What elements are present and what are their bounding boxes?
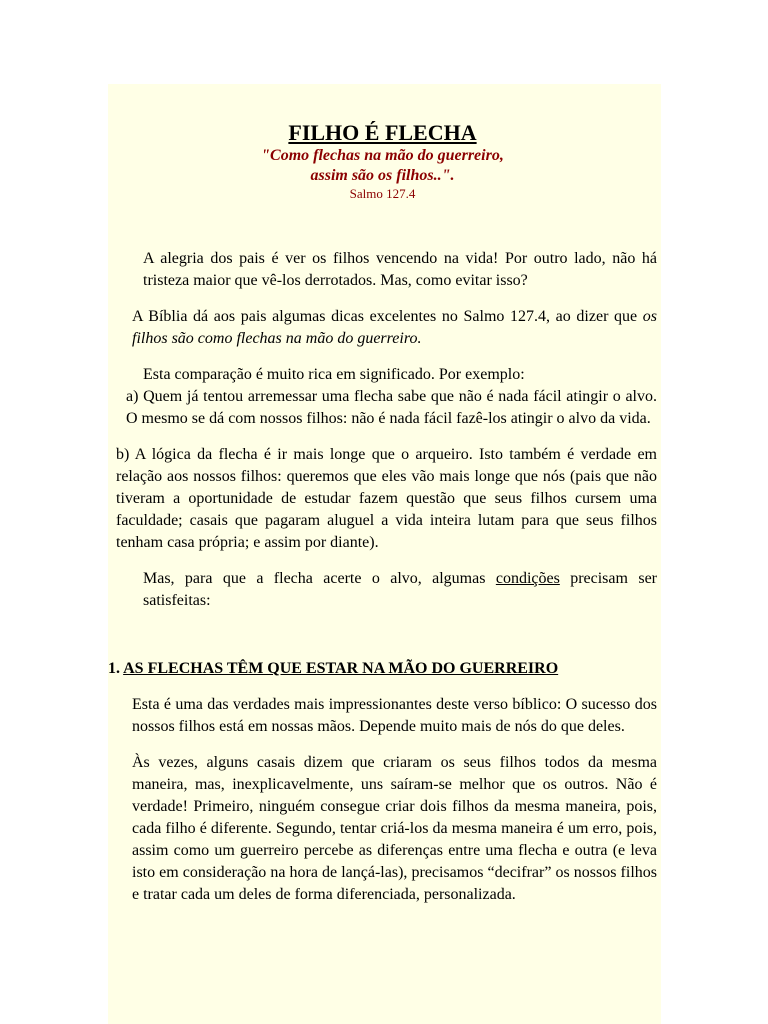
- document-content: [108, 120, 657, 920]
- epigraph-line-1: "Como flechas na mão do guerreiro,: [261, 147, 504, 164]
- conditions-text-end: precisam ser satisfeitas:: [143, 570, 657, 609]
- epigraph-line-2: assim são os filhos..".: [310, 167, 455, 184]
- section-1-number: 1.: [108, 660, 124, 677]
- paragraph-comparison: [108, 364, 657, 430]
- paragraph-success: Esta é uma das verdades mais impressionantes deste verso bíblico: O sucesso dos nossos filhos está em nossas mãos. Depende muito mais de nós do que deles.: [132, 696, 657, 735]
- document-page: [108, 84, 661, 1024]
- comparison-intro: Esta comparação é muito rica em significado. Por exemplo:: [143, 366, 525, 383]
- comparison-point-a: a) Quem já tentou arremessar uma flecha sabe que não é nada fácil atingir o alvo. O mesmo se dá com nossos filhos: não é nada fácil fazê-los atingir o alvo da vida.: [126, 388, 657, 427]
- paragraph-bible-text: A Bíblia dá aos pais algumas dicas excelentes no Salmo 127.4, ao dizer que: [132, 308, 643, 325]
- paragraph-point-b: b) A lógica da flecha é ir mais longe que o arqueiro. Isto também é verdade em relação aos nossos filhos: queremos que eles vão mais longe que nós (pais que não tiveram a oportunidade de estudar fazem questão que seus filhos cursem uma faculdade; casais que pagaram aluguel a vida inteira lutam para que seus filhos tenham casa própria; e assim por diante).: [116, 446, 657, 551]
- paragraph-intro: A alegria dos pais é ver os filhos vencendo na vida! Por outro lado, não há tristeza maior que vê-los derrotados. Mas, como evitar isso?: [143, 250, 657, 289]
- section-1-heading: [108, 658, 657, 680]
- conditions-text-start: Mas, para que a flecha acerte o alvo, algumas: [143, 570, 496, 587]
- document-title: FILHO É FLECHA: [288, 120, 477, 145]
- conditions-link[interactable]: condições: [495, 570, 560, 587]
- paragraph-differences: Às vezes, alguns casais dizem que criaram os seus filhos todos da mesma maneira, mas, inexplicavelmente, uns saíram-se melhor que os outros. Não é verdade! Primeiro, ninguém consegue criar dois filhos da mesma maneira, pois, cada filho é diferente. Segundo, tentar criá-los da mesma maneira é um erro, pois, assim como um guerreiro percebe as diferenças entre uma flecha e outra (e leva isto em consideração na hora de lançá-las), precisamos “decifrar” os nossos filhos e tratar cada um deles de forma diferenciada, personalizada.: [132, 754, 657, 903]
- section-1-title: AS FLECHAS TÊM QUE ESTAR NA MÃO DO GUERREIRO: [123, 660, 559, 677]
- paragraph-conditions: [108, 568, 657, 612]
- scripture-reference: Salmo 127.4: [349, 186, 416, 201]
- paragraph-bible-emphasis: os filhos são como flechas na mão do guerreiro.: [132, 308, 657, 347]
- paragraph-bible: [108, 306, 657, 350]
